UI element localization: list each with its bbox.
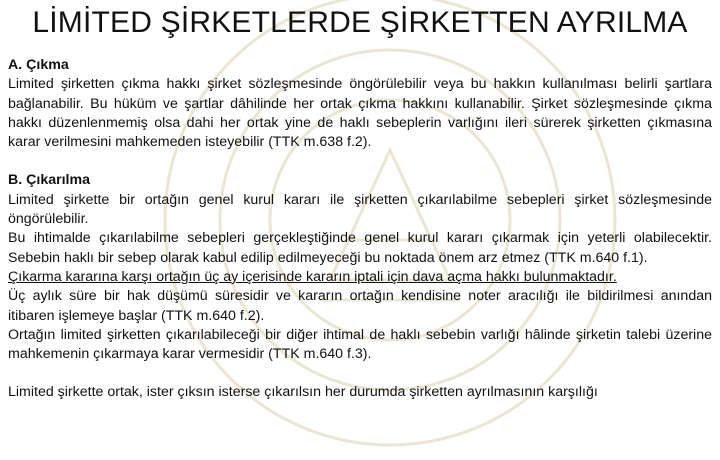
section-b-paragraph-1: Limited şirkette bir ortağın genel kurul kararı ile şirketten çıkarılabilme sebepleri şirket sözleşmesinde öngörülebilir. (8, 191, 712, 228)
slide-title: LİMİTED ŞİRKETLERDE ŞİRKETTEN AYRILMA (32, 6, 688, 39)
slide-body (8, 56, 712, 403)
spacer (8, 152, 712, 171)
section-b-paragraph-3: Üç aylık süre bir hak düşümü süresidir ve kararın ortağın kendisine noter aracılığı ile bildirilmesi anından itibaren işlemeye başlar (TTK m.640 f.2). (8, 288, 712, 324)
section-b-underlined-sentence: Çıkarma kararına karşı ortağın üç ay içerisinde kararın iptali için dava açma hakkı bulunmaktadır. (8, 268, 617, 285)
spacer (8, 364, 712, 383)
section-a-heading: A. Çıkma (8, 57, 69, 73)
section-b-paragraph-4: Ortağın limited şirketten çıkarılabileceği bir diğer ihtimal de haklı sebebin varlığı hâlinde şirketin talebi üzerine mahkemenin çıkarmaya karar vermesidir (TTK m.640 f.3). (8, 326, 712, 363)
section-b-paragraph-2: Bu ihtimalde çıkarılabilme sebepleri gerçekleştiğinde genel kurul kararı çıkarmak için yeterli olabilecektir. Sebebin haklı bir sebep olarak kabul edilip edilmeyeceği bu noktada önem arz etmez (TTK m.640 f.1). (8, 230, 712, 266)
section-a-paragraph: Limited şirketten çıkma hakkı şirket sözleşmesinde öngörülebilir veya bu hakkın kullanılması belirli şartlara bağlanabilir. Bu hüküm ve şartlar dâhilinde her ortak çıkma hakkını kullanabilir. Şirket sözleşmesinde çıkma hakkı düzenlenmemiş olsa dahi her ortak yine de haklı sebeplerin varlığını ileri sürerek şirketten çıkmasına karar verilmesini mahkemeden isteyebilir (TTK m.638 f.2). (8, 76, 712, 151)
closing-paragraph: Limited şirkette ortak, ister çıksın isterse çıkarılsın her durumda şirketten ayrılmasının karşılığı (8, 384, 598, 401)
section-b-heading: B. Çıkarılma (8, 172, 91, 189)
